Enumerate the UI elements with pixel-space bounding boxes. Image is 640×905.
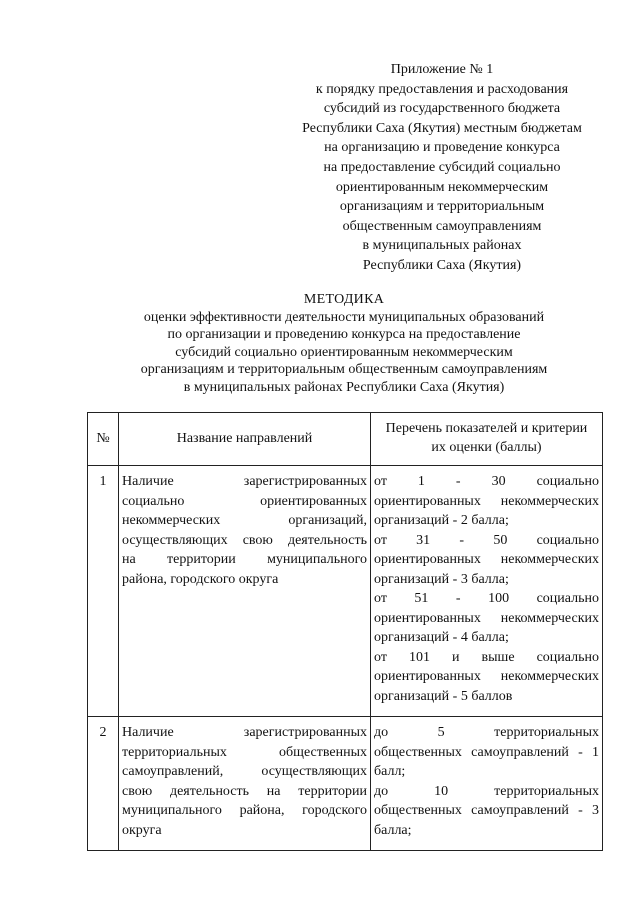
appendix-line: ориентированным некоммерческим [335, 179, 549, 195]
row-number: 2 [88, 717, 119, 851]
appendix-line: в муниципальных районах [362, 238, 522, 254]
appendix-heading [288, 60, 596, 276]
header-number: № [88, 413, 119, 466]
name-line: свою деятельность на территории [122, 783, 367, 799]
criteria-line: организаций - 3 балла; [374, 571, 509, 587]
header-criteria [371, 413, 603, 466]
method-subtitle-line: в муниципальных районах Республики Саха (Якутия) [183, 379, 505, 395]
appendix-line: организациям и территориальным [339, 199, 545, 215]
criteria-line: ориентированных некоммерческих [374, 669, 599, 684]
table-row [88, 466, 603, 717]
name-line: Наличие зарегистрированных [122, 725, 367, 740]
appendix-line: Республики Саха (Якутия) [362, 257, 522, 273]
criteria-line: общественных самоуправлений - 1 [374, 744, 599, 760]
method-subtitle-line: субсидий социально ориентированным некоммерческим [175, 344, 513, 360]
row-number: 1 [88, 466, 119, 717]
name-line: территориальных общественных [122, 744, 367, 760]
criteria-line: от 51 - 100 социально [374, 591, 599, 606]
criteria-line: балла; [374, 822, 412, 838]
table-row [88, 717, 603, 851]
criteria-line: от 101 и выше социально [374, 649, 599, 665]
appendix-line: на организацию и проведение конкурса [324, 140, 560, 156]
name-line: муниципального района, городского [122, 803, 367, 818]
criteria-line: ориентированных некоммерческих [374, 493, 599, 509]
name-line: социально ориентированных [122, 493, 367, 509]
appendix-line: субсидий из государственного бюджета [323, 101, 561, 117]
method-title: МЕТОДИКА [303, 292, 385, 307]
row-direction-name [119, 717, 371, 851]
criteria-line: общественных самоуправлений - 3 [374, 803, 599, 818]
table-header-row [88, 413, 603, 466]
criteria-line: ориентированных некоммерческих [374, 552, 599, 567]
method-subtitle-line: организациям и территориальным общественным самоуправлениям [140, 362, 548, 378]
name-line: самоуправлений, осуществляющих [122, 764, 367, 779]
criteria-table [87, 412, 603, 851]
name-line: района, городского округа [122, 571, 279, 587]
appendix-line: общественным самоуправлениям [342, 218, 542, 234]
criteria-line: организаций - 5 баллов [374, 688, 513, 704]
appendix-line: к порядку предоставления и расходования [315, 81, 569, 97]
row-direction-name [119, 466, 371, 717]
appendix-line: Республики Саха (Якутия) местным бюджетам [302, 120, 582, 136]
criteria-line: балл; [374, 764, 406, 779]
appendix-line: Приложение № 1 [390, 62, 494, 77]
method-subtitle-line: по организации и проведению конкурса на предоставление [167, 327, 521, 343]
criteria-line: организаций - 4 балла; [374, 630, 509, 645]
name-line: округа [122, 822, 162, 838]
criteria-line: до 5 территориальных [374, 725, 599, 740]
method-heading [84, 291, 604, 397]
name-line: осуществляющих свою деятельность [122, 532, 367, 548]
appendix-line: на предоставление субсидий социально [323, 159, 561, 175]
criteria-line: организаций - 2 балла; [374, 513, 509, 528]
name-line: некоммерческих организаций, [122, 513, 367, 528]
name-line: Наличие зарегистрированных [122, 474, 367, 489]
criteria-line: от 31 - 50 социально [374, 532, 599, 548]
criteria-line: от 1 - 30 социально [374, 474, 599, 489]
method-subtitle-line: оценки эффективности деятельности муниципальных образований [143, 309, 545, 325]
criteria-line: ориентированных некоммерческих [374, 610, 599, 626]
header-direction-name: Название направлений [119, 413, 371, 466]
row-criteria [371, 466, 603, 717]
header-criteria-line: их оценки (баллы) [431, 440, 542, 455]
criteria-line: до 10 территориальных [374, 783, 599, 799]
header-criteria-line: Перечень показателей и критерии [385, 421, 588, 436]
row-criteria [371, 717, 603, 851]
name-line: на территории муниципального [122, 552, 367, 567]
